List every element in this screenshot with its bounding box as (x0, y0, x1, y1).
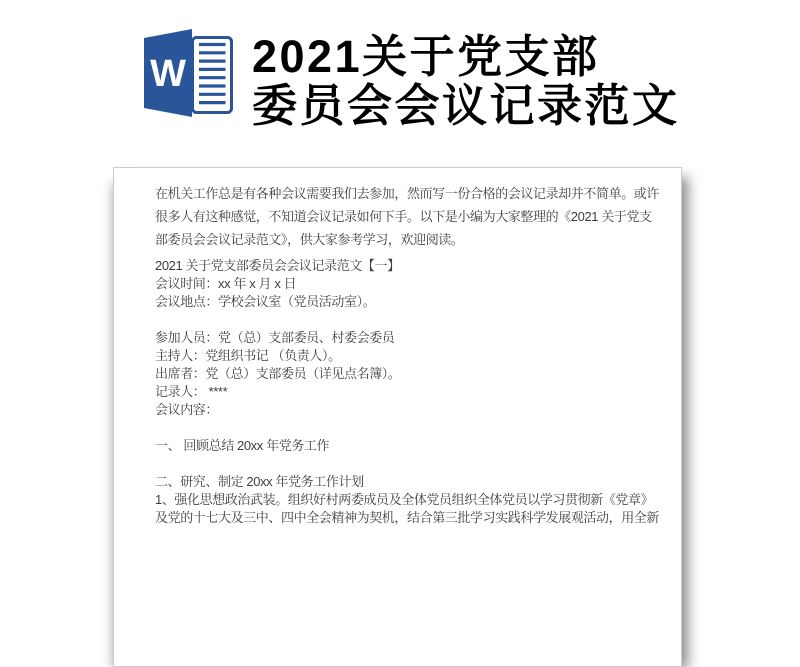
document-line: 一、 回顾总结 20xx 年党务工作 (155, 438, 330, 453)
document-body (155, 257, 660, 527)
document-line: 会议时间：xx 年 x 月 x 日 (155, 276, 297, 291)
intro-paragraph (155, 182, 660, 251)
document-line: 及党的十七大及三中、四中全会精神为契机，结合第三批学习实践科学发展观活动，用全新 (155, 510, 660, 525)
document-line: 部委员会会议记录范文》，供大家参考学习，欢迎阅读。 (155, 232, 464, 247)
document-line (155, 419, 654, 437)
document-line: 会议地点：学校会议室（党员活动室）。 (155, 294, 376, 309)
header (0, 0, 800, 140)
page-title (252, 32, 680, 130)
document-content (114, 168, 681, 527)
page-title-line1: 2021关于党支部 (252, 31, 600, 82)
document-page (113, 167, 682, 667)
document-line: 参加人员：党（总）支部委员、村委会委员 (155, 330, 395, 345)
document-line: 出席者：党（总）支部委员（详见点名簿）。 (155, 366, 401, 381)
document-line: 1、强化思想政治武装。组织好村两委成员及全体党员组织全体党员以学习贯彻新《党章》 (155, 492, 654, 507)
document-line: 记录人： **** (155, 384, 228, 399)
document-line: 主持人：党组织书记 （负责人）。 (155, 348, 341, 363)
page-title-line2: 委员会会议记录范文 (252, 80, 680, 131)
document-line (155, 311, 654, 329)
document-line: 会议内容： (155, 402, 219, 417)
document-line: 二、研究、制定 20xx 年党务工作计划 (155, 474, 364, 489)
document-line: 2021 关于党支部委员会会议记录范文【一】 (155, 258, 400, 273)
document-line: 在机关工作总是有各种会议需要我们去参加，然而写一份合格的会议记录却并不简单。或许 (155, 186, 660, 201)
document-line: 很多人有这种感觉，不知道会议记录如何下手。以下是小编为大家整理的《2021 关于党支 (155, 209, 652, 224)
word-letter: W (150, 53, 186, 95)
word-file-icon (139, 28, 235, 118)
document-line (155, 455, 654, 473)
